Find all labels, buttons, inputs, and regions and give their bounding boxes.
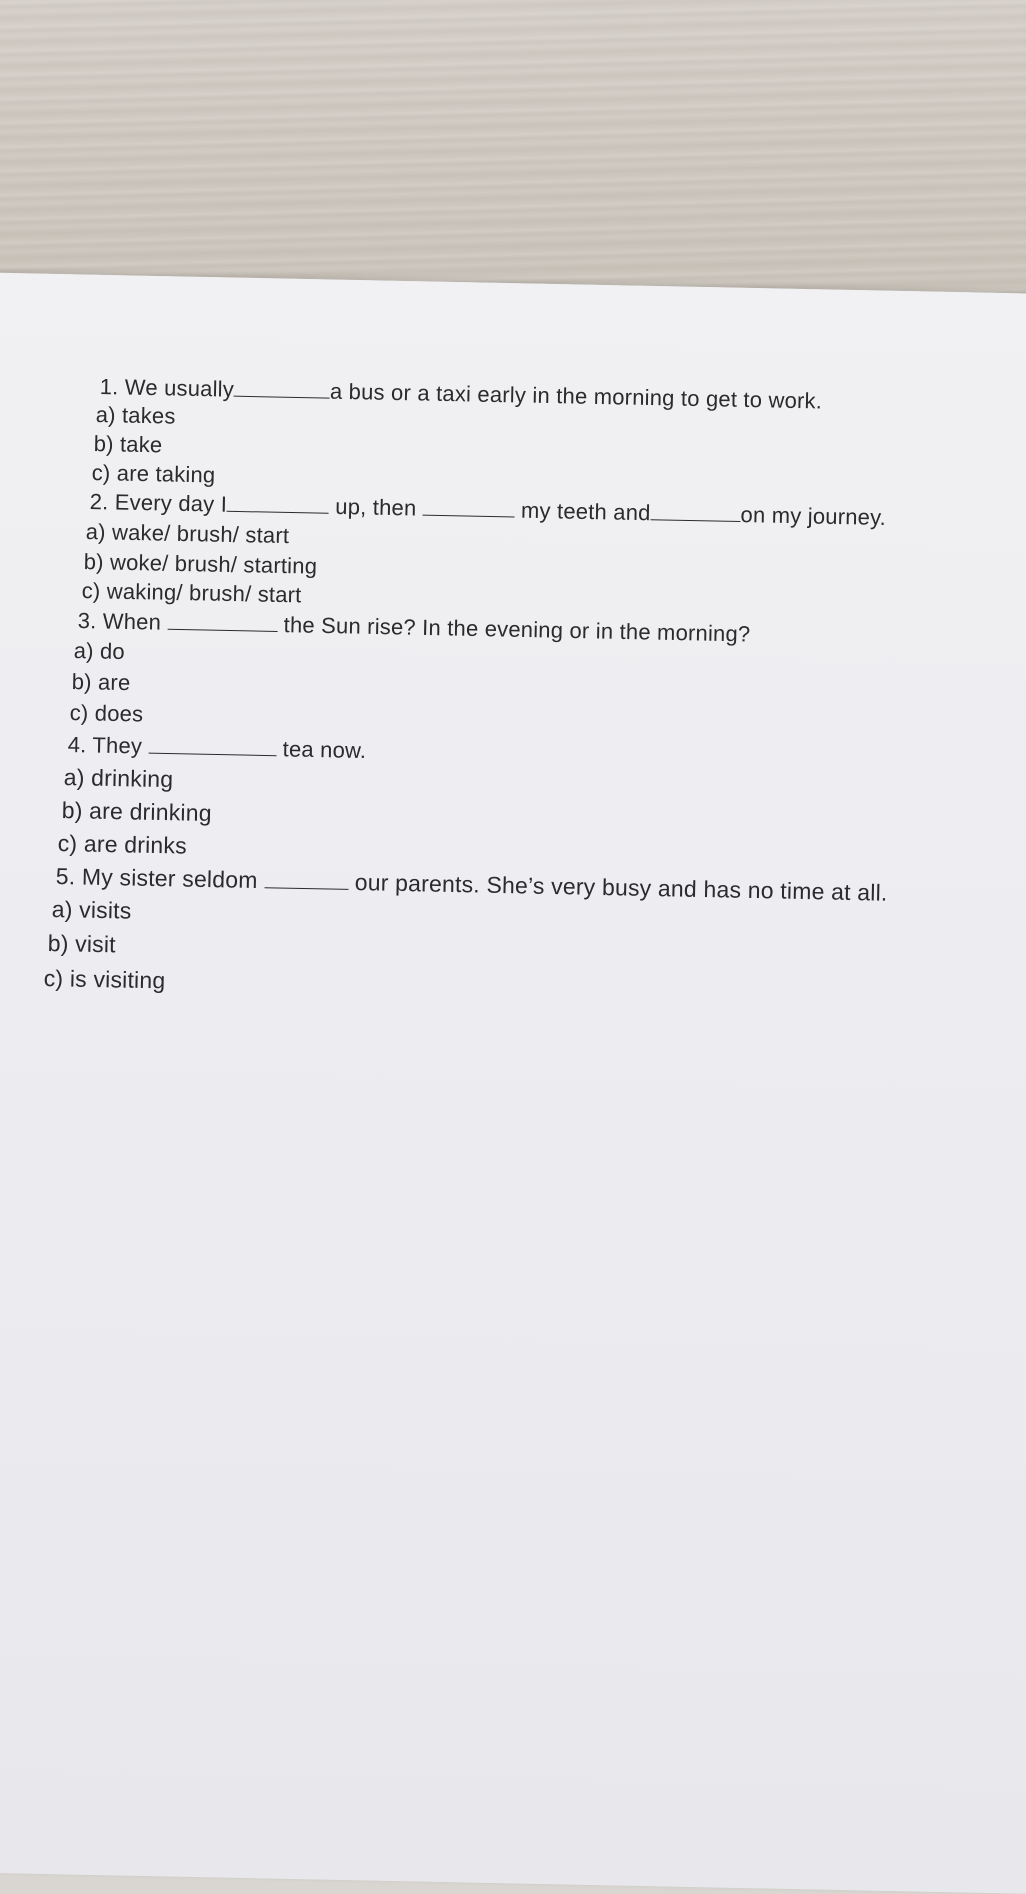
question-4-stem: 4. They — [67, 732, 143, 759]
answer-blank-4[interactable] — [148, 735, 276, 757]
question-1-option-a[interactable]: a) takes — [95, 402, 176, 429]
answer-blank-2a[interactable] — [227, 493, 329, 514]
question-2-part-3: my teeth and — [520, 497, 651, 526]
question-5-rest: our parents. She’s very busy and has no time at all. — [354, 869, 888, 906]
question-3-option-b[interactable]: b) are — [71, 669, 131, 696]
question-2-stem: 2. Every day I — [89, 489, 228, 517]
question-4 — [67, 732, 366, 764]
question-1-option-b[interactable]: b) take — [93, 431, 163, 458]
question-1-option-c[interactable]: c) are taking — [91, 460, 216, 488]
question-2-part-2: up, then — [335, 493, 417, 521]
question-4-option-a[interactable]: a) drinking — [63, 764, 174, 793]
question-5-stem: 5. My sister seldom — [55, 863, 258, 894]
answer-blank-1[interactable] — [234, 378, 330, 399]
question-3-rest: the Sun rise? In the evening or in the morning? — [283, 612, 751, 647]
answer-blank-2c[interactable] — [650, 501, 740, 522]
answer-blank-3[interactable] — [167, 611, 277, 632]
question-5-option-a[interactable]: a) visits — [51, 896, 132, 924]
question-1-stem: 1. We usually — [99, 374, 235, 402]
question-2-part-4: on my journey. — [740, 502, 887, 530]
question-5 — [55, 863, 887, 907]
question-4-option-b[interactable]: b) are drinking — [61, 797, 213, 827]
answer-blank-5[interactable] — [264, 869, 348, 890]
question-4-rest: tea now. — [282, 736, 367, 763]
question-5-option-c[interactable]: c) is visiting — [43, 965, 166, 994]
answer-blank-2b[interactable] — [423, 497, 515, 518]
question-1 — [99, 374, 822, 414]
question-5-option-b[interactable]: b) visit — [47, 930, 117, 958]
question-3-option-a[interactable]: a) do — [73, 638, 126, 665]
question-1-rest: a bus or a taxi early in the morning to get to work. — [329, 378, 823, 414]
question-3-option-c[interactable]: c) does — [69, 700, 144, 727]
question-2-option-c[interactable]: c) waking/ brush/ start — [81, 578, 302, 608]
question-3 — [77, 608, 750, 647]
question-2-option-a[interactable]: a) wake/ brush/ start — [85, 519, 290, 549]
question-2-option-b[interactable]: b) woke/ brush/ starting — [83, 549, 318, 579]
question-3-stem: 3. When — [77, 608, 162, 635]
question-4-option-c[interactable]: c) are drinks — [57, 830, 188, 859]
